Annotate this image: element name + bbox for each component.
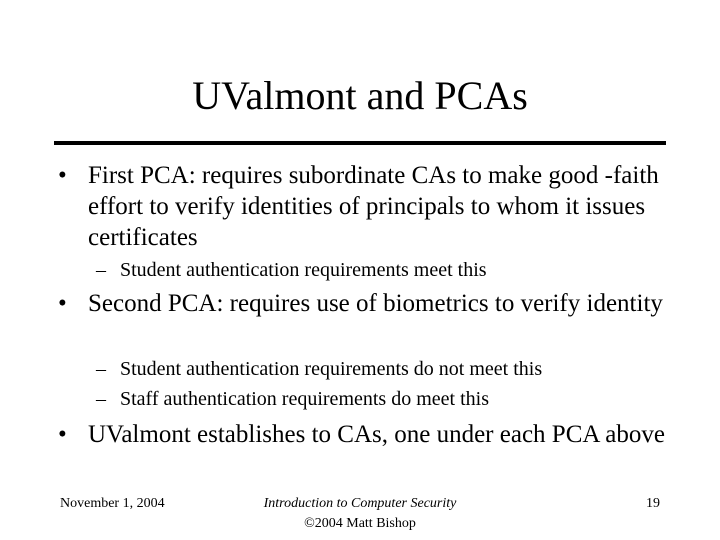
bullet-text: Second PCA: requires use of biometrics to verify identity	[88, 290, 663, 317]
sub-bullet-text: Student authentication requirements do not meet this	[120, 358, 543, 380]
sub-bullet-text: Student authentication requirements meet this	[120, 259, 487, 281]
footer-date: November 1, 2004	[60, 496, 165, 511]
bullet-text: First PCA: requires subordinate CAs to make good -faith effort to verify identities of principals to whom it issues certificates	[88, 162, 659, 251]
page-number: 19	[646, 496, 660, 511]
bullet-uvalmont-cas	[58, 419, 668, 450]
sub-bullet-student-meets	[96, 255, 696, 285]
footer-course-info	[200, 494, 520, 534]
bullet-mark: •	[58, 290, 67, 317]
sub-bullet-student-not-meet	[96, 354, 696, 384]
sub-bullet-mark: –	[96, 358, 106, 380]
bullet-text: UValmont establishes to CAs, one under each PCA above	[88, 421, 665, 448]
sub-bullet-text: Staff authentication requirements do meet this	[120, 388, 489, 410]
bullet-second-pca	[58, 288, 668, 319]
bullet-mark: •	[58, 162, 67, 189]
footer-course: Introduction to Computer Security	[263, 496, 457, 511]
bullet-mark: •	[58, 421, 67, 448]
slide-title: UValmont and PCAs	[192, 73, 528, 118]
sub-bullet-staff-meets	[96, 384, 696, 414]
title-rule	[54, 141, 666, 145]
bullet-first-pca	[58, 160, 668, 253]
sub-bullet-mark: –	[96, 259, 106, 281]
sub-bullet-mark: –	[96, 388, 106, 410]
footer-copyright: ©2004 Matt Bishop	[304, 516, 416, 531]
